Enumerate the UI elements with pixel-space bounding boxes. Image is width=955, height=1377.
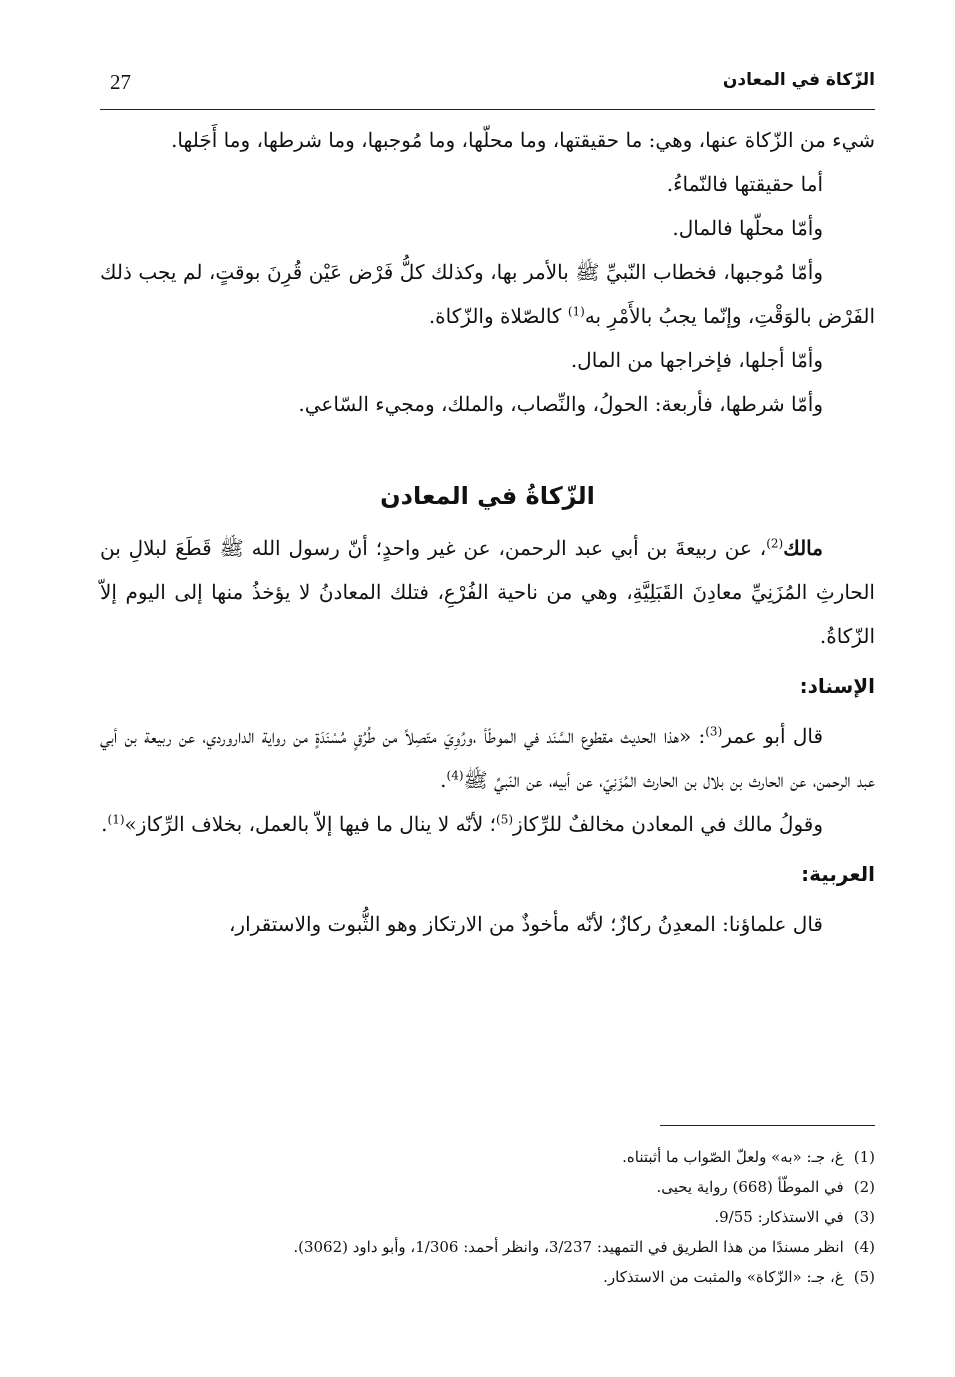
page-number: 27 [110,70,131,94]
paragraph-text: ؛ لأنّه لا ينال ما فيها إلاّ بالعمل، بخلاف الرِّكاز» [124,812,497,836]
paragraph: أما حقيقتها فالنّماءُ. [666,172,823,196]
paragraph-text: كالصّلاة والزّكاة. [428,304,568,328]
footnote-ref: (1) [567,304,585,319]
footnote-number: (2) [853,1178,875,1196]
isnad-paragraph [100,714,875,802]
footnote-text: غ، جـ: «الزّكاة» والمثبت من الاستذكار. [603,1268,844,1286]
main-text [100,118,875,946]
paragraph-text: . [101,812,108,836]
footnote-text: في الموطّأ (668) رواية يحيى. [656,1178,844,1196]
page-header [100,66,875,100]
paragraph [100,802,875,846]
footnote-text: في الاستذكار: 9/55. [714,1208,844,1226]
paragraph: وأمّا شرطها، فأربعة: الحولُ، والنِّصاب، والملك، ومجيء السّاعي. [298,392,823,416]
hadith-paragraph [100,526,875,658]
header-rule [100,109,875,110]
footnote [100,1172,875,1202]
footnote [100,1202,875,1232]
footnote-text: غ، جـ: «به» ولعلّ الصّواب ما أثبتناه. [622,1148,844,1166]
footnote-number: (3) [853,1208,875,1226]
paragraph-text: قال أبو عمر [722,724,823,748]
paragraph-text: : «هذا الحديث مقطوع السَّنَد في الموطّأ ،ورُوِيَ متّصِلاً من طُرُقٍ مُسْنَدَةٍ من رواية الداروردي، عن ربيعة بن أبي عبد الرحمن، عن الحارث بن بلال بن الحارث المُزَنِيّ، عن أبيه، عن النّبيِّ ﷺ [100,724,875,792]
footnote-ref: (4) [446,768,464,783]
paragraph [100,250,875,338]
paragraph-text: . [440,768,447,792]
hadith-lead: مالك [783,536,823,560]
footnote-number: (1) [853,1148,875,1166]
footnotes [100,1142,875,1292]
paragraph-text: وأمّا مُوجبها، فخطاب النّبيِّ ﷺ بالأمر بها، وكذلك كلُّ فَرْض عَيْن قُرِنَ بوقتٍ، لم يجب ذلك الفَرْض بالوَقْتِ، وإنّما يجبُ بالأَمْرِ به [100,260,875,328]
section-title: الزّكاةُ في المعادن [380,482,595,510]
footnote-ref: (3) [705,724,723,739]
hadith-text: ، عن ربيعةَ بن أبي عبد الرحمن، عن غير واحدٍ؛ أنّ رسول الله ﷺ قَطَعَ لبلالِ بن الحارثِ المُزَنِيِّ معادِنَ القَبَلِيَّةِ، وهي من ناحية الفُرْعِ، فتلك المعادنُ لا يؤخذُ منها إلى اليوم إلاّ الزّكاةُ. [100,536,875,648]
paragraph: شيء من الزّكاة عنها، وهي: ما حقيقتها، وما محلّها، وما مُوجبها، وما شرطها، وما أَجَلها. [171,128,875,152]
footnote-ref: (2) [766,536,784,551]
footnote [100,1232,875,1262]
paragraph: وأمّا محلّها فالمال. [672,216,823,240]
arabiyya-heading: العربية: [801,862,875,886]
footnote-rule [660,1125,875,1126]
isnad-heading: الإسناد: [799,674,875,698]
footnote-number: (5) [853,1268,875,1286]
paragraph-text: وقولُ مالك في المعادن مخالفٌ للرِّكاز [513,812,823,836]
footnote-ref: (1) [107,812,125,827]
paragraph: قال علماؤنا: المعدِنُ ركازٌ؛ لأنّه مأخوذٌ من الارتكاز وهو الثُّبوت والاستقرار، [228,912,823,936]
footnote [100,1142,875,1172]
footnote [100,1262,875,1292]
footnote-text: انظر مسندًا من هذا الطريق في التمهيد: 3/237، وانظر أحمد: 1/306، وأبو داود (3062). [293,1238,844,1256]
paragraph: وأمّا أجلها، فإخراجها من المال. [570,348,823,372]
footnote-number: (4) [853,1238,875,1256]
running-title: الزّكاة في المعادن [722,70,875,90]
footnote-ref: (5) [496,812,514,827]
